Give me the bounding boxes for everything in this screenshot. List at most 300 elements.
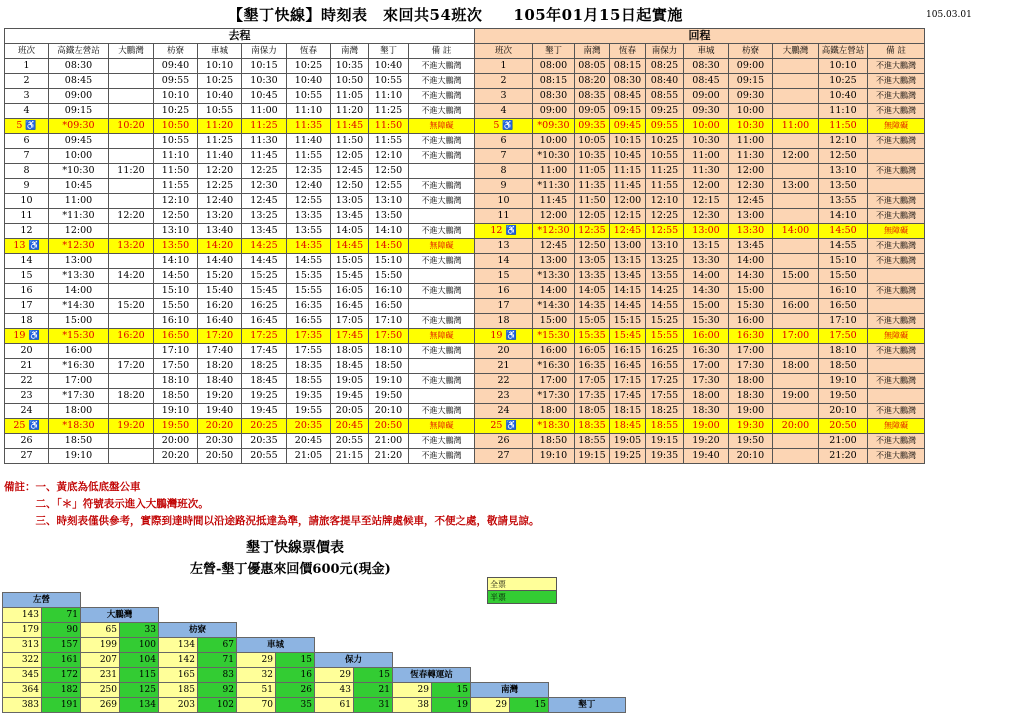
blank-cell [549, 608, 588, 623]
column-header: 高鐵左營站 [49, 44, 109, 59]
schedule-cell: 13:00 [684, 224, 729, 239]
schedule-cell: 11:35 [575, 179, 610, 194]
schedule-cell: 14:50 [819, 224, 868, 239]
schedule-cell: 11:50 [154, 164, 198, 179]
table-row [5, 359, 925, 374]
fare-full: 203 [159, 698, 198, 713]
schedule-cell: 不進大鵬灣 [868, 89, 925, 104]
schedule-cell: 13:30 [729, 224, 773, 239]
schedule-cell [773, 284, 819, 299]
table-row [5, 314, 925, 329]
schedule-cell: 08:35 [575, 89, 610, 104]
schedule-cell: 不進大鵬灣 [409, 104, 475, 119]
schedule-cell: 16:00 [533, 344, 575, 359]
schedule-cell [868, 359, 925, 374]
schedule-cell: *17:30 [49, 389, 109, 404]
schedule-cell: 12:00 [684, 179, 729, 194]
schedule-cell: 18:10 [154, 374, 198, 389]
schedule-cell: 11:20 [331, 104, 369, 119]
table-row [5, 194, 925, 209]
table-row [5, 134, 925, 149]
schedule-cell: 09:00 [533, 104, 575, 119]
fare-half: 161 [42, 653, 81, 668]
fare-row [3, 653, 626, 668]
fare-full: 29 [471, 698, 510, 713]
fare-row [3, 698, 626, 713]
schedule-cell: 15:05 [575, 314, 610, 329]
schedule-cell: 16:55 [287, 314, 331, 329]
blank-cell [276, 593, 315, 608]
fare-half: 67 [198, 638, 237, 653]
return-label: 回程 [475, 29, 925, 44]
blank-cell [393, 608, 432, 623]
schedule-cell: 14:55 [646, 299, 684, 314]
schedule-cell: 17:50 [369, 329, 409, 344]
schedule-cell [773, 104, 819, 119]
fare-full: 231 [81, 668, 120, 683]
fare-half: 134 [120, 698, 159, 713]
schedule-cell [409, 164, 475, 179]
schedule-cell: 不進大鵬灣 [409, 374, 475, 389]
blank-cell [432, 593, 471, 608]
schedule-cell: 16:35 [575, 359, 610, 374]
schedule-cell: 17 [5, 299, 49, 314]
schedule-cell: 15:05 [331, 254, 369, 269]
schedule-cell: 09:45 [610, 119, 646, 134]
schedule-cell [109, 374, 154, 389]
table-row [5, 299, 925, 314]
fare-table [2, 592, 626, 713]
schedule-cell: 11:50 [331, 134, 369, 149]
fare-full: 29 [393, 683, 432, 698]
schedule-cell: 16:25 [242, 299, 287, 314]
schedule-cell: *12:30 [49, 239, 109, 254]
schedule-cell: *14:30 [533, 299, 575, 314]
schedule-cell: 16:55 [646, 359, 684, 374]
schedule-cell: 10:55 [646, 149, 684, 164]
schedule-cell: 無障礙 [868, 419, 925, 434]
schedule-cell: 19:20 [684, 434, 729, 449]
schedule-cell: 10:25 [646, 134, 684, 149]
fare-half: 191 [42, 698, 81, 713]
schedule-cell: 14:10 [369, 224, 409, 239]
schedule-cell: 5 ♿ [475, 119, 533, 134]
schedule-cell: 15:10 [154, 284, 198, 299]
table-row [5, 104, 925, 119]
schedule-cell: 13:10 [154, 224, 198, 239]
schedule-cell: 17 [475, 299, 533, 314]
schedule-cell: 08:20 [575, 74, 610, 89]
schedule-cell: 15:50 [154, 299, 198, 314]
schedule-cell: 12:40 [198, 194, 242, 209]
schedule-cell: 20 [5, 344, 49, 359]
schedule-cell [109, 59, 154, 74]
schedule-cell: 16:45 [331, 299, 369, 314]
schedule-cell [773, 404, 819, 419]
schedule-cell: 20:50 [369, 419, 409, 434]
schedule-cell: 11:55 [287, 149, 331, 164]
column-header: 枋寮 [154, 44, 198, 59]
schedule-cell: 17:25 [242, 329, 287, 344]
schedule-cell: 20:25 [242, 419, 287, 434]
schedule-cell: 19:10 [533, 449, 575, 464]
schedule-cell [773, 434, 819, 449]
wheelchair-icon: ♿ [505, 421, 517, 431]
schedule-cell: 16:00 [684, 329, 729, 344]
schedule-cell: 09:35 [575, 119, 610, 134]
table-row [5, 89, 925, 104]
fare-half: 26 [276, 683, 315, 698]
schedule-cell: 12:55 [369, 179, 409, 194]
schedule-cell: 15:45 [331, 269, 369, 284]
schedule-cell: 7 [475, 149, 533, 164]
schedule-cell [868, 149, 925, 164]
schedule-cell: 14:25 [242, 239, 287, 254]
schedule-cell: 08:30 [684, 59, 729, 74]
wheelchair-icon: ♿ [28, 421, 40, 431]
table-row [5, 419, 925, 434]
schedule-cell: 15:40 [198, 284, 242, 299]
schedule-cell: 18:50 [533, 434, 575, 449]
schedule-cell: 19:30 [729, 419, 773, 434]
schedule-cell: 6 [5, 134, 49, 149]
note-line: 三、時刻表僅供參考，實際到達時間以沿途路況抵達為準，請旅客提早至站牌處候車，不便之處，敬請見諒。 [4, 515, 540, 527]
schedule-cell: *18:30 [49, 419, 109, 434]
schedule-cell: 11 [475, 209, 533, 224]
schedule-cell: 13:00 [729, 209, 773, 224]
schedule-cell [868, 179, 925, 194]
schedule-cell: 6 [475, 134, 533, 149]
fare-full: 65 [81, 623, 120, 638]
blank-cell [354, 608, 393, 623]
schedule-cell [109, 74, 154, 89]
schedule-cell: 15:10 [369, 254, 409, 269]
schedule-cell: 2 [5, 74, 49, 89]
table-row [5, 239, 925, 254]
schedule-cell: 不進大鵬灣 [409, 434, 475, 449]
schedule-cell: 10:50 [331, 74, 369, 89]
schedule-cell: 12:35 [575, 224, 610, 239]
schedule-cell: 15:00 [533, 314, 575, 329]
blank-cell [276, 623, 315, 638]
blank-cell [159, 608, 198, 623]
schedule-cell: 無障礙 [868, 224, 925, 239]
schedule-cell: 11:50 [575, 194, 610, 209]
schedule-cell: 不進大鵬灣 [409, 149, 475, 164]
schedule-cell: 13:10 [369, 194, 409, 209]
schedule-cell: 12:35 [287, 164, 331, 179]
schedule-cell: 08:45 [49, 74, 109, 89]
schedule-cell: 20:30 [198, 434, 242, 449]
schedule-cell: 10:00 [533, 134, 575, 149]
schedule-cell: 15:25 [242, 269, 287, 284]
blank-cell [587, 608, 625, 623]
blank-cell [587, 683, 625, 698]
blank-cell [549, 653, 588, 668]
schedule-cell: 17:05 [575, 374, 610, 389]
schedule-cell: 10:00 [49, 149, 109, 164]
schedule-cell: 11:25 [198, 134, 242, 149]
schedule-cell: *17:30 [533, 389, 575, 404]
schedule-cell: 不進大鵬灣 [868, 434, 925, 449]
schedule-cell: 11:55 [646, 179, 684, 194]
schedule-cell: 20 [475, 344, 533, 359]
blank-cell [354, 623, 393, 638]
schedule-cell: 22 [5, 374, 49, 389]
schedule-cell: 19:35 [287, 389, 331, 404]
schedule-cell: 15:30 [729, 299, 773, 314]
schedule-cell [773, 314, 819, 329]
table-row [5, 254, 925, 269]
fare-full: 207 [81, 653, 120, 668]
table-row [5, 404, 925, 419]
legend-half: 半票 [488, 591, 557, 604]
blank-cell [587, 593, 625, 608]
schedule-cell: 不進大鵬灣 [409, 74, 475, 89]
schedule-cell: 10:35 [331, 59, 369, 74]
schedule-cell: 11:30 [729, 149, 773, 164]
fare-half: 15 [354, 668, 393, 683]
schedule-cell: 19:10 [369, 374, 409, 389]
fare-title: 墾丁快線票價表 [246, 540, 344, 556]
table-row [5, 164, 925, 179]
blank-cell [549, 668, 588, 683]
table-row [5, 224, 925, 239]
fare-half: 90 [42, 623, 81, 638]
fare-full: 345 [3, 668, 42, 683]
schedule-cell: 10:45 [49, 179, 109, 194]
schedule-cell: 13:00 [533, 254, 575, 269]
schedule-cell: 12:30 [242, 179, 287, 194]
schedule-cell: 19:45 [331, 389, 369, 404]
blank-cell [510, 653, 549, 668]
direction-header [5, 29, 925, 44]
schedule-cell: 14:20 [109, 269, 154, 284]
schedule-cell [773, 374, 819, 389]
schedule-cell: 18:00 [684, 389, 729, 404]
schedule-cell: 14:10 [819, 209, 868, 224]
blank-cell [120, 593, 159, 608]
blank-cell [510, 638, 549, 653]
schedule-cell: 17:45 [331, 329, 369, 344]
schedule-cell: 19:00 [773, 389, 819, 404]
blank-cell [81, 593, 120, 608]
blank-cell [587, 623, 625, 638]
schedule-cell: 18:55 [646, 419, 684, 434]
schedule-cell: 13:10 [819, 164, 868, 179]
schedule-cell: 16:35 [287, 299, 331, 314]
schedule-cell: *11:30 [533, 179, 575, 194]
schedule-cell: 18:20 [198, 359, 242, 374]
schedule-cell: *16:30 [533, 359, 575, 374]
schedule-cell: 12:50 [819, 149, 868, 164]
schedule-cell: 09:55 [154, 74, 198, 89]
fare-half: 31 [354, 698, 393, 713]
schedule-cell: 10:55 [154, 134, 198, 149]
schedule-cell [409, 389, 475, 404]
schedule-cell: 16:20 [109, 329, 154, 344]
schedule-cell: 14:25 [646, 284, 684, 299]
schedule-cell: 不進大鵬灣 [868, 134, 925, 149]
schedule-cell: 11:00 [49, 194, 109, 209]
schedule-cell: 13:45 [242, 224, 287, 239]
schedule-cell: 15:50 [819, 269, 868, 284]
schedule-cell: 15:50 [369, 269, 409, 284]
schedule-cell: 23 [475, 389, 533, 404]
schedule-cell: 19:50 [729, 434, 773, 449]
schedule-cell: 19:20 [109, 419, 154, 434]
schedule-cell: 14:20 [198, 239, 242, 254]
schedule-cell: 13:45 [331, 209, 369, 224]
schedule-cell: 12:00 [773, 149, 819, 164]
schedule-cell: 8 [5, 164, 49, 179]
column-header: 備 註 [868, 44, 925, 59]
schedule-cell: 14 [5, 254, 49, 269]
blank-cell [510, 593, 549, 608]
schedule-cell: 12:05 [331, 149, 369, 164]
schedule-cell: 21:00 [369, 434, 409, 449]
schedule-cell: 10:10 [819, 59, 868, 74]
schedule-cell: 11:10 [287, 104, 331, 119]
schedule-cell: 24 [5, 404, 49, 419]
wheelchair-icon: ♿ [25, 121, 37, 131]
schedule-cell: 11:55 [154, 179, 198, 194]
wheelchair-icon: ♿ [505, 331, 517, 341]
blank-cell [432, 623, 471, 638]
schedule-cell: 15:45 [242, 284, 287, 299]
schedule-cell: 18:55 [287, 374, 331, 389]
schedule-cell: 10:15 [610, 134, 646, 149]
schedule-cell: 不進大鵬灣 [409, 449, 475, 464]
schedule-cell: 16:05 [575, 344, 610, 359]
schedule-cell: 18:50 [154, 389, 198, 404]
blank-cell [237, 593, 276, 608]
schedule-cell: 11:20 [198, 119, 242, 134]
schedule-cell: 11:05 [331, 89, 369, 104]
fare-half: 15 [276, 653, 315, 668]
schedule-cell: 12:20 [198, 164, 242, 179]
schedule-cell: 12:00 [533, 209, 575, 224]
schedule-cell: 09:25 [646, 104, 684, 119]
schedule-cell [409, 269, 475, 284]
fare-row [3, 593, 626, 608]
schedule-cell: 08:15 [533, 74, 575, 89]
schedule-cell: 11:55 [369, 134, 409, 149]
column-header: 高鐵左營站 [819, 44, 868, 59]
schedule-cell: 18:35 [287, 359, 331, 374]
schedule-cell [109, 344, 154, 359]
schedule-cell: 15:20 [109, 299, 154, 314]
schedule-cell: 10:15 [242, 59, 287, 74]
schedule-cell: 17:45 [242, 344, 287, 359]
fare-full: 313 [3, 638, 42, 653]
table-row [5, 179, 925, 194]
blank-cell [510, 668, 549, 683]
schedule-cell: 16:00 [49, 344, 109, 359]
schedule-cell: 09:15 [49, 104, 109, 119]
schedule-cell: 13:40 [198, 224, 242, 239]
schedule-cell: 09:30 [684, 104, 729, 119]
schedule-cell: 10:10 [198, 59, 242, 74]
fare-full: 364 [3, 683, 42, 698]
schedule-cell: 18 [5, 314, 49, 329]
schedule-cell: 18:50 [49, 434, 109, 449]
blank-cell [393, 623, 432, 638]
schedule-cell: 12:10 [369, 149, 409, 164]
schedule-cell [109, 434, 154, 449]
schedule-cell: 11:10 [369, 89, 409, 104]
schedule-cell [109, 194, 154, 209]
legend-full: 全票 [488, 578, 557, 591]
schedule-cell: 21 [475, 359, 533, 374]
schedule-cell: 11:00 [684, 149, 729, 164]
fare-full: 32 [237, 668, 276, 683]
schedule-cell: 16:00 [729, 314, 773, 329]
schedule-cell: 15:00 [684, 299, 729, 314]
schedule-cell: 20:20 [198, 419, 242, 434]
schedule-cell: 09:30 [729, 89, 773, 104]
schedule-cell: 11:20 [109, 164, 154, 179]
schedule-cell: 無障礙 [868, 329, 925, 344]
schedule-cell: 19:50 [819, 389, 868, 404]
schedule-cell: 13:10 [646, 239, 684, 254]
schedule-cell: 10:45 [610, 149, 646, 164]
schedule-cell: 25 ♿ [475, 419, 533, 434]
fare-half: 33 [120, 623, 159, 638]
station-label: 枋寮 [159, 623, 237, 638]
blank-cell [432, 638, 471, 653]
schedule-cell: 08:40 [646, 74, 684, 89]
fare-half: 100 [120, 638, 159, 653]
table-row [5, 269, 925, 284]
schedule-cell: 10:55 [369, 74, 409, 89]
schedule-cell: 15:35 [575, 329, 610, 344]
schedule-cell: 18:45 [242, 374, 287, 389]
schedule-cell [773, 194, 819, 209]
schedule-cell: 不進大鵬灣 [868, 104, 925, 119]
fare-full: 43 [315, 683, 354, 698]
station-label: 墾丁 [549, 698, 626, 713]
schedule-cell: 13:00 [773, 179, 819, 194]
table-row [5, 329, 925, 344]
schedule-cell [109, 254, 154, 269]
schedule-cell: 8 [475, 164, 533, 179]
schedule-cell: 17:00 [773, 329, 819, 344]
station-label: 南灣 [471, 683, 549, 698]
schedule-cell: 不進大鵬灣 [868, 164, 925, 179]
schedule-cell: *10:30 [49, 164, 109, 179]
blank-cell [471, 623, 510, 638]
schedule-cell: 08:45 [684, 74, 729, 89]
wheelchair-icon: ♿ [28, 331, 40, 341]
schedule-cell: 08:30 [49, 59, 109, 74]
fare-full: 134 [159, 638, 198, 653]
schedule-cell: 18:50 [819, 359, 868, 374]
schedule-cell: 15:00 [773, 269, 819, 284]
schedule-cell: 16:15 [610, 344, 646, 359]
schedule-cell: 19:20 [198, 389, 242, 404]
schedule-cell: 16 [5, 284, 49, 299]
schedule-cell: 18:30 [684, 404, 729, 419]
schedule-cell: 4 [5, 104, 49, 119]
schedule-cell: 15:00 [49, 314, 109, 329]
schedule-cell: 17:30 [684, 374, 729, 389]
blank-cell [393, 638, 432, 653]
schedule-cell: 11:00 [242, 104, 287, 119]
column-header: 墾丁 [533, 44, 575, 59]
fare-half: 71 [198, 653, 237, 668]
fare-half: 104 [120, 653, 159, 668]
